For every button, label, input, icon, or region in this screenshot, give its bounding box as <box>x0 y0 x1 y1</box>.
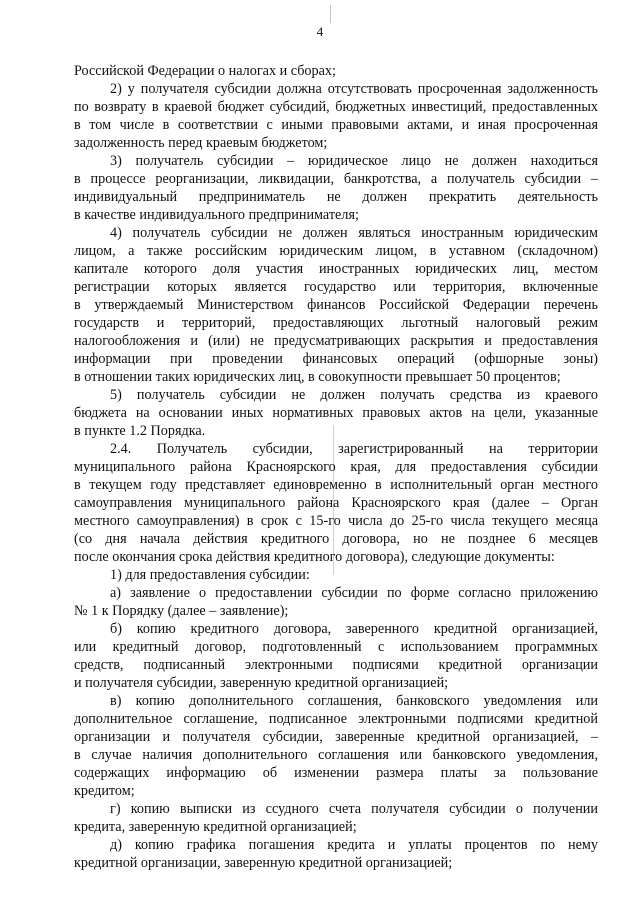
text-line: в отношении таких юридических лиц, в совокупности превышает 50 процентов; <box>74 369 561 385</box>
text-line: по возврату в краевой бюджет субсидий, бюджетных инвестиций, предоставленных <box>74 99 598 115</box>
text-line: д) копию графика погашения кредита и уплаты процентов по нему <box>110 837 598 853</box>
text-line: в утверждаемый Министерством финансов Российской Федерации перечень <box>74 297 598 313</box>
text-line: бюджета на основании иных нормативных правовых актов на цели, указанные <box>74 405 598 421</box>
text-line: кредита, заверенную кредитной организацией; <box>74 819 357 835</box>
text-line: а) заявление о предоставлении субсидии по форме согласно приложению <box>110 585 598 601</box>
page-number: 4 <box>316 24 324 39</box>
text-line: в качестве индивидуального предпринимателя; <box>74 207 359 223</box>
text-line: содержащих информацию об изменении размера платы за пользование <box>74 765 598 781</box>
text-line: в процессе реорганизации, ликвидации, банкротства, а получатель субсидии – <box>74 171 598 187</box>
text-line: после окончания срока действия кредитного договора), следующие документы: <box>74 549 555 565</box>
text-line: 1) для предоставления субсидии: <box>110 567 310 583</box>
text-line: кредитной организации, заверенную кредитной организацией; <box>74 855 453 871</box>
text-line: кредитом; <box>74 783 135 799</box>
text-line: регистрации которых является государство или территория, включенные <box>74 279 598 295</box>
text-line: 4) получатель субсидии не должен являться иностранным юридическим <box>110 225 598 241</box>
text-line: лицом, а также российским юридическим лицом, в уставном (складочном) <box>74 243 598 259</box>
text-line: информации при проведении финансовых операций (офшорные зоны) <box>74 351 598 367</box>
text-line: местного самоуправления) в срок с 15-го числа до 25-го числа текущего месяца <box>74 513 598 529</box>
text-line: дополнительное соглашение, подписанное электронными подписями кредитной <box>74 711 598 727</box>
text-line: в том числе в соответствии с иными правовыми актами, и иная просроченная <box>74 117 598 133</box>
text-line: налогообложения и (или) не предусматривающих раскрытия и предоставления <box>74 333 598 349</box>
text-line: индивидуальный предприниматель не должен прекратить деятельность <box>74 189 598 205</box>
text-line: самоуправления муниципального района Красноярского края (далее – Орган <box>74 495 598 511</box>
text-line: или кредитный договор, подготовленный с использованием программных <box>74 639 598 655</box>
text-line: г) копию выписки из ссудного счета получателя субсидии о получении <box>110 801 598 817</box>
text-line: (со дня начала действия кредитного договора, но не позднее 6 месяцев <box>74 531 598 547</box>
text-line: № 1 к Порядку (далее – заявление); <box>74 603 289 619</box>
text-line: в) копию дополнительного соглашения, банковского уведомления или <box>110 693 598 709</box>
text-line: б) копию кредитного договора, заверенного кредитной организацией, <box>110 621 598 637</box>
text-line: государств и территорий, предоставляющих льготный налоговый режим <box>74 315 598 331</box>
text-line: в случае наличия дополнительного соглашения или банковского уведомления, <box>74 747 598 763</box>
text-line: муниципального района Красноярского края, для предоставления субсидии <box>74 459 598 475</box>
text-line: средств, подписанный электронными подписями кредитной организации <box>74 657 598 673</box>
text-line: 2) у получателя субсидии должна отсутствовать просроченная задолженность <box>110 81 598 97</box>
text-line: Российской Федерации о налогах и сборах; <box>74 63 336 79</box>
text-line: 2.4. Получатель субсидии, зарегистрированный на территории <box>110 441 598 457</box>
text-line: капитале которого доля участия иностранных юридических лиц, местом <box>74 261 598 277</box>
text-line: в текущем году представляет единовременно в исполнительный орган местного <box>74 477 598 493</box>
text-line: 5) получатель субсидии не должен получать средства из краевого <box>110 387 598 403</box>
scan-artifact <box>330 5 331 23</box>
text-line: 3) получатель субсидии – юридическое лицо не должен находиться <box>110 153 598 169</box>
text-line: в пункте 1.2 Порядка. <box>74 423 206 439</box>
text-line: и получателя субсидии, заверенную кредитной организацией; <box>74 675 449 691</box>
text-line: организации и получателя субсидии, заверенные кредитной организацией, – <box>74 729 598 745</box>
text-line: задолженность перед краевым бюджетом; <box>74 135 328 151</box>
